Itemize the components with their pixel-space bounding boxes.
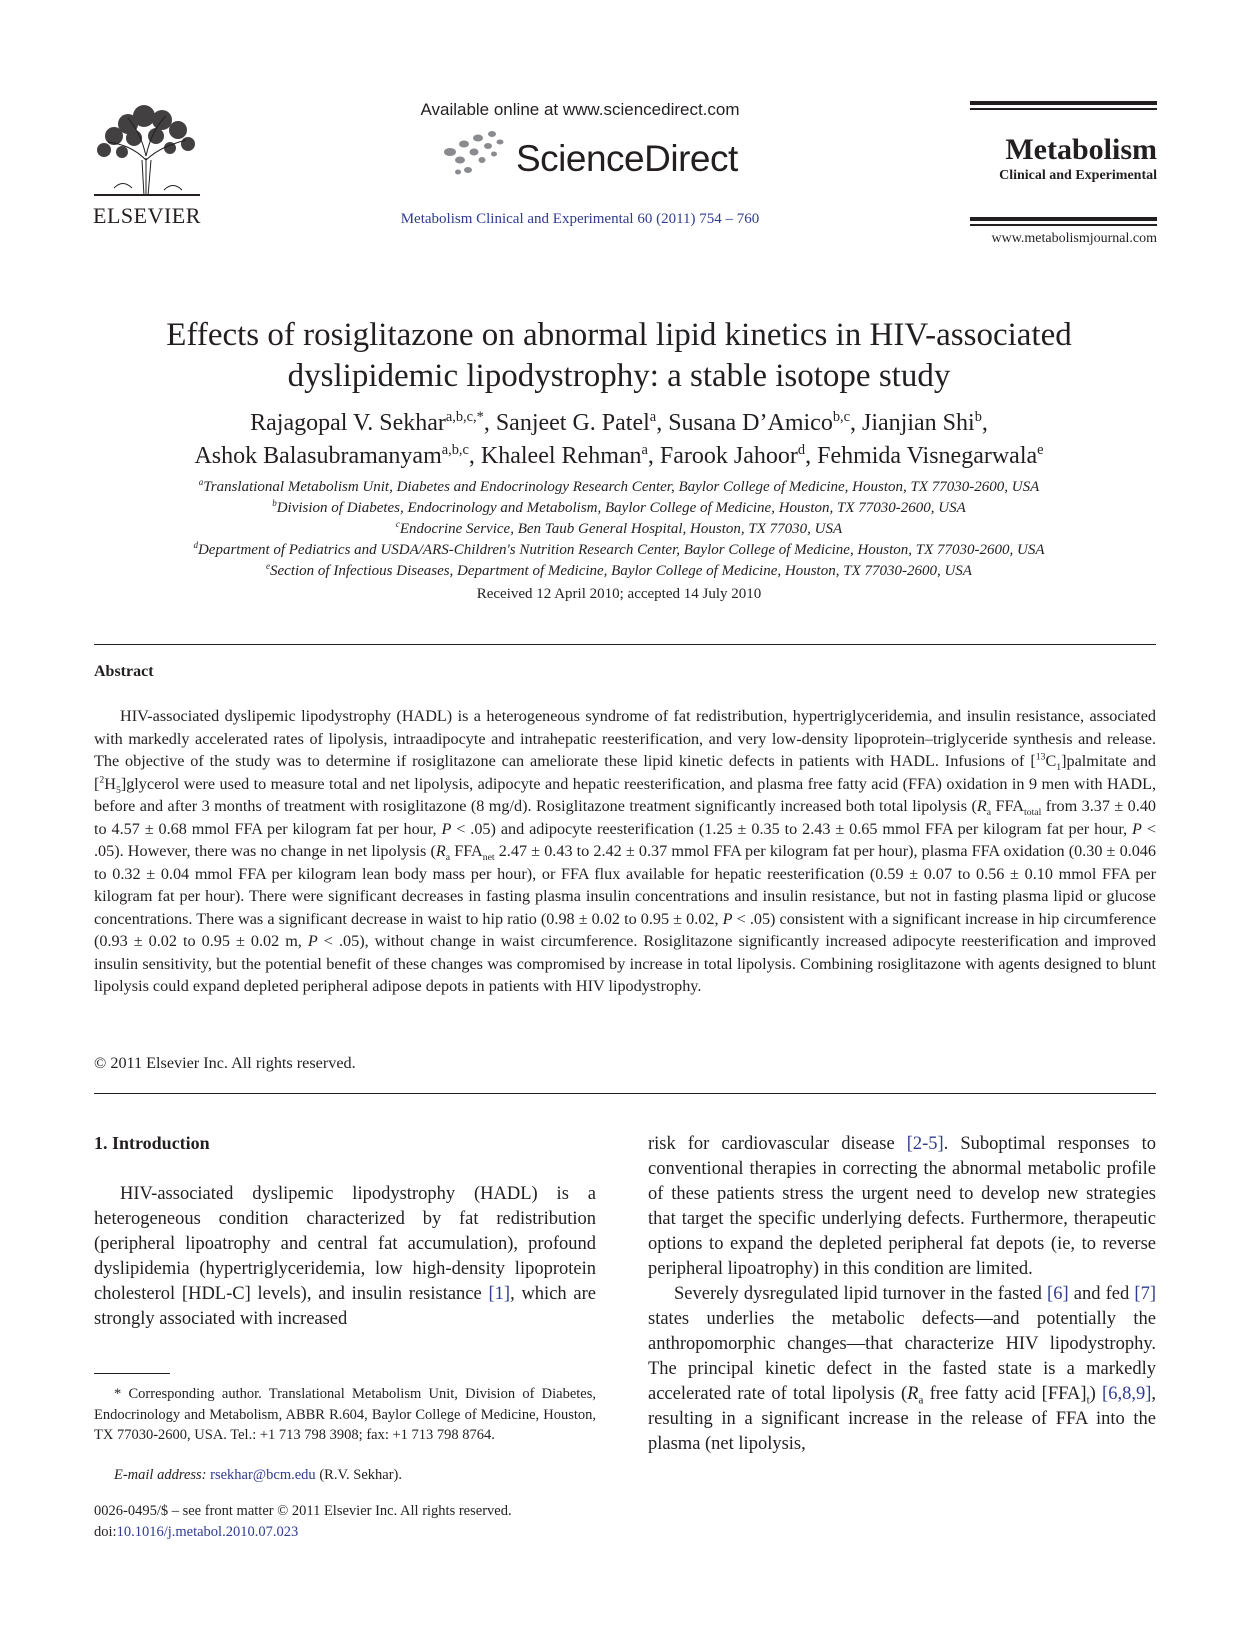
doi-link[interactable]: 10.1016/j.metabol.2010.07.023 <box>116 1523 299 1540</box>
elsevier-tree-logo <box>84 98 210 216</box>
email-footnote: E-mail address: rsekhar@bcm.edu (R.V. Sekhar). <box>114 1467 403 1483</box>
article-title <box>80 315 1158 397</box>
author[interactable]: Ashok Balasubramanyam$^{a,b,c}$ <box>194 442 469 469</box>
article-title-line2: dyslipidemic lipodystrophy: a stable isotope study <box>287 358 951 394</box>
corresponding-author-footnote: * Corresponding author. Translational Metabolism Unit, Division of Diabetes, Endocrinology and Metabolism, ABBR R.604, Baylor College of Medicine, Houston, TX 77030-2600, USA. Tel.: +1 713 798 3908; fax: +1 713 798 8764. <box>94 1386 596 1443</box>
reference-link[interactable]: [6,8,9] <box>1102 1384 1152 1404</box>
author[interactable]: Sanjeet G. Patel$^a$ <box>495 409 657 436</box>
masthead-rule-thick <box>970 101 1157 105</box>
email-link[interactable]: rsekhar@bcm.edu <box>210 1467 316 1483</box>
affiliation-d: $^d$Department of Pediatrics and USDA/ARS-Children's Nutrition Research Center, Baylor College of Medicine, Houston, TX 77030-2600, USA <box>193 540 1045 558</box>
abstract-heading: Abstract <box>94 663 154 680</box>
author[interactable]: Jianjian Shi$^b$ <box>862 409 982 436</box>
author[interactable]: Rajagopal V. Sekhar$^{a,b,c,*}$ <box>250 409 484 436</box>
affiliation-b: $^b$Division of Diabetes, Endocrinology and Metabolism, Baylor College of Medicine, Houston, TX 77030-2600, USA <box>272 498 966 516</box>
author[interactable]: Fehmida Visnegarwala$^e$ <box>817 442 1044 469</box>
publisher-name: ELSEVIER <box>93 203 201 228</box>
sciencedirect-dots-icon <box>440 130 510 180</box>
masthead-rule-thick-bottom <box>970 217 1157 221</box>
author[interactable]: Farook Jahoor$^d$ <box>659 442 806 469</box>
affiliation-a: $^a$Translational Metabolism Unit, Diabetes and Endocrinology Research Center, Baylor College of Medicine, Houston, TX 77030-2600, USA <box>198 477 1040 495</box>
author[interactable]: Khaleel Rehman$^a$ <box>480 442 648 469</box>
paragraph: Severely dysregulated lipid turnover in the fasted [6] and fed [7] states underlies the metabolic defects—and potentially the anthropomorphic changes—that characterize HIV lipodystrophy. The principal kinetic defect in the fasted state is a markedly accelerated rate of total lipolysis ($R_a$ free fatty acid $[FFA]_t$) [6,8,9], resulting in a significant increase in the release of FFA into the plasma (net lipolysis, <box>648 1284 1156 1454</box>
available-online-text: Available online at www.sciencedirect.com <box>420 100 740 119</box>
reference-link[interactable]: [7] <box>1134 1284 1156 1304</box>
abstract-bottom-rule <box>94 1093 1156 1094</box>
masthead-rule-thin-bottom <box>970 224 1157 226</box>
journal-url[interactable]: www.metabolismjournal.com <box>991 231 1157 246</box>
intro-left-column: HIV-associated dyslipemic lipodystrophy (HADL) is a heterogeneous condition characterized by fat redistribution (peripheral lipoatrophy and central fat accumulation), profound dyslipidemia (hypertriglyceridemia, low high-density lipoprotein cholesterol [HDL-C] levels), and insulin resistance [1], which are strongly associated with increased <box>94 1184 596 1329</box>
author-list: Rajagopal V. Sekhar$^{a,b,c,*}$, Sanjeet G. Patel$^a$, Susana D’Amico$^{b,c}$, Jianjian Shi$^b$, Ashok Balasubramanyam$^{a,b,c}$, Khaleel Rehman$^a$, Farook Jahoor$^d$, Fehmida Visnegarwala$^e$ <box>194 409 1044 469</box>
reference-link[interactable]: [2-5] <box>906 1134 944 1154</box>
sciencedirect-wordmark: ScienceDirect <box>516 138 738 179</box>
abstract-top-rule <box>94 644 1156 645</box>
footnote-rule <box>94 1373 170 1374</box>
affiliation-e: $^e$Section of Infectious Diseases, Department of Medicine, Baylor College of Medicine, Houston, TX 77030-2600, USA <box>266 561 972 579</box>
abstract-copyright: © 2011 Elsevier Inc. All rights reserved. <box>94 1054 356 1072</box>
affiliations <box>80 477 1158 582</box>
paragraph: risk for cardiovascular disease [2-5]. Suboptimal responses to conventional therapies in correcting the abnormal metabolic profile of these patients stress the urgent need to develop new strategies that target the specific underlying defects. Furthermore, therapeutic options to expand the depleted peripheral fat depots (ie, to reverse peripheral lipoatrophy) in this condition are limited. <box>648 1134 1156 1279</box>
issn-line: 0026-0495/$ – see front matter © 2011 Elsevier Inc. All rights reserved. <box>94 1503 512 1519</box>
article-title-line1: Effects of rosiglitazone on abnormal lipid kinetics in HIV-associated <box>166 317 1072 353</box>
reference-link[interactable]: [1] <box>488 1284 511 1304</box>
section-heading-introduction: 1. Introduction <box>94 1133 210 1153</box>
abstract-text: HIV-associated dyslipemic lipodystrophy (HADL) is a heterogeneous syndrome of fat redistribution, hypertriglyceridemia, and insulin resistance, associated with markedly accelerated rates of lipolysis, intraadipocyte and intrahepatic reesterification, and very low-density lipoprotein–triglyceride synthesis and release. The objective of the study was to determine if rosiglitazone can ameliorate these lipid kinetic defects in patients with HADL. Infusions of $[^{13}C_1]palmitate$ and $[^2H_5]glycerol$ were used to measure total and net lipolysis, adipocyte and hepatic reesterification, and plasma free fatty acid (FFA) oxidation in 9 men with HADL, before and after 3 months of treatment with rosiglitazone (8 mg/d). Rosiglitazone treatment significantly increased both total lipolysis ($R_a$ $FFA_{total}$ from 3.37 ± 0.40 to 4.57 ± 0.68 mmol FFA per kilogram fat per hour, P < .05) and adipocyte reesterification (1.25 ± 0.35 to 2.43 ± 0.65 mmol FFA per kilogram fat per hour, P < .05). However, there was no change in net lipolysis ($R_a$ $FFA_{net}$ 2.47 ± 0.43 to 2.42 ± 0.37 mmol FFA per kilogram fat per hour), plasma FFA oxidation (0.30 ± 0.046 to 0.32 ± 0.04 mmol FFA per kilogram lean body mass per hour), or FFA flux available for hepatic reesterification (0.59 ± 0.07 to 0.56 ± 0.10 mmol FFA per kilogram fat per hour). There were significant decreases in fasting plasma insulin concentrations and insulin resistance, but not in fasting plasma lipid or glucose concentrations. There was a significant decrease in waist to hip ratio (0.98 ± 0.02 to 0.95 ± 0.02, P < .05) consistent with a significant increase in hip circumference (0.93 ± 0.02 to 0.95 ± 0.02 m, P < .05), without change in waist circumference. Rosiglitazone significantly increased adipocyte reesterification and improved insulin sensitivity, but the potential benefit of these changes was compromised by increase in total lipolysis. Combining rosiglitazone with agents designed to blunt lipolysis could expand depleted peripheral adipose depots in patients with HIV lipodystrophy. <box>94 707 1157 995</box>
journal-name: Metabolism <box>1005 133 1157 166</box>
author[interactable]: Susana D’Amico$^{b,c}$ <box>668 409 851 436</box>
journal-subtitle: Clinical and Experimental <box>999 168 1157 183</box>
masthead-rule-thin <box>970 108 1157 110</box>
reference-link[interactable]: [6] <box>1047 1284 1069 1304</box>
intro-right-column <box>648 1132 1156 1457</box>
affiliation-c: $^c$Endocrine Service, Ben Taub General Hospital, Houston, TX 77030, USA <box>395 519 843 537</box>
journal-citation-link[interactable]: Metabolism Clinical and Experimental 60 (2011) 754 – 760 <box>400 211 760 227</box>
issn-doi: 0026-0495/$ – see front matter © 2011 Elsevier Inc. All rights reserved. doi:10.1016/j.metabol.2010.07.023 <box>94 1503 512 1540</box>
received-dates: Received 12 April 2010; accepted 14 July 2010 <box>476 586 762 602</box>
